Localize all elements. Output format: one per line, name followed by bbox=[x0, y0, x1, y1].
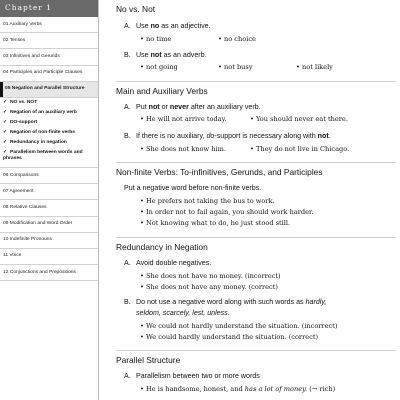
example-bullet: • We could not hardly understand the situation. (incorrect) bbox=[140, 322, 337, 330]
example-bullet: • He is handsome, honest, and has a lot of money. (→ rich) bbox=[140, 385, 336, 393]
nav-item-relative-clauses[interactable]: 08 Relative Clauses bbox=[0, 200, 98, 216]
example-bullet: • no time bbox=[140, 35, 171, 43]
nav-subitem-redundancy[interactable] bbox=[0, 138, 98, 148]
section-divider bbox=[116, 81, 396, 82]
nav-item-auxiliary-verbs[interactable]: 01 Auxiliary Verbs bbox=[0, 17, 98, 33]
example-bullet: • She does not have any money. (correct) bbox=[140, 283, 278, 291]
nav-subitem-parallelism[interactable] bbox=[0, 148, 98, 168]
rule-b-text: Use not as an adverb. bbox=[136, 51, 207, 59]
nav-subitem-label: Negation of non-finite verbs bbox=[10, 129, 75, 135]
rule-b-label: B. bbox=[124, 132, 131, 140]
check-icon: ✓ bbox=[3, 119, 8, 125]
section-title-no-vs-not: No vs. Not bbox=[116, 4, 156, 14]
rule-b-text: Do not use a negative word along with such words as hardly, bbox=[136, 298, 327, 306]
rule-a-label: A. bbox=[124, 103, 131, 111]
example-bullet: • In order not to fail again, you should work harder. bbox=[140, 208, 314, 216]
nav-subitem-do-support[interactable] bbox=[0, 118, 98, 128]
example-bullet: • not going bbox=[140, 63, 178, 71]
rule-a-label: A. bbox=[124, 22, 131, 30]
rule-b-label: B. bbox=[124, 51, 131, 59]
check-icon: ✓ bbox=[3, 149, 8, 155]
example-bullet: • She does not have no money. (incorrect) bbox=[140, 272, 281, 280]
rule-b-label: B. bbox=[124, 298, 131, 306]
example-bullet: • They do not live in Chicago. bbox=[250, 145, 349, 153]
nav-item-indefinite-pronouns[interactable]: 10 Indefinite Pronouns bbox=[0, 233, 98, 249]
nav-subitem-label: Redundancy in negation bbox=[10, 139, 67, 145]
section-divider bbox=[116, 350, 396, 351]
nav-item-comparisons[interactable]: 06 Comparisons bbox=[0, 168, 98, 184]
example-bullet: • no choice bbox=[218, 35, 256, 43]
rule-a-text: Use no as an adjective. bbox=[136, 22, 211, 30]
section-title-aux-verbs: Main and Auxiliary Verbs bbox=[116, 86, 208, 96]
chapter-header: Chapter 1 bbox=[0, 0, 98, 17]
nav-subitem-label: NO vs. NOT bbox=[10, 99, 38, 105]
section-divider bbox=[116, 237, 396, 238]
nav-item-tenses[interactable]: 02 Tenses bbox=[0, 33, 98, 49]
example-bullet: • He will not arrive today. bbox=[140, 115, 227, 123]
example-bullet: • You should never eat there. bbox=[250, 115, 348, 123]
section-title-redundancy: Redundancy in Negation bbox=[116, 242, 208, 252]
check-icon: ✓ bbox=[3, 139, 8, 145]
nav-subitem-label: Negation of an auxiliary verb bbox=[10, 109, 77, 115]
nav-subitem-no-vs-not[interactable] bbox=[0, 98, 98, 108]
rule-a-label: A. bbox=[124, 259, 131, 267]
example-bullet: • We could hardly understand the situation. (correct) bbox=[140, 333, 318, 341]
rule-a-text: Put not or never after an auxiliary verb. bbox=[136, 103, 261, 111]
nav-item-agreement[interactable]: 07 Agreement bbox=[0, 184, 98, 200]
nav-item-modification-word-order[interactable]: 09 Modification and Word Order bbox=[0, 217, 98, 233]
rule-a-text: Parallelism between two or more words bbox=[136, 372, 260, 380]
section-divider bbox=[116, 162, 396, 163]
nav-subitem-negation-auxiliary[interactable] bbox=[0, 108, 98, 118]
example-bullet: • He prefers not taking the bus to work. bbox=[140, 197, 275, 205]
check-icon: ✓ bbox=[3, 99, 8, 105]
lesson-content bbox=[106, 0, 396, 400]
example-bullet: • Not knowing what to do, he just stood still. bbox=[140, 219, 290, 227]
rule-a-text: Avoid double negatives. bbox=[136, 259, 212, 267]
example-bullet: • not likely bbox=[296, 63, 333, 71]
nav-item-participles[interactable]: 04 Participles and Participle Clauses bbox=[0, 66, 98, 82]
section-title-non-finite: Non-finite Verbs: To-infinitives, Gerunds, and Participles bbox=[116, 167, 323, 177]
section-title-parallel: Parallel Structure bbox=[116, 355, 181, 365]
chapter-sidebar bbox=[0, 0, 99, 400]
nav-item-conjunctions-prepositions[interactable]: 12 Conjunctions and Prepositions bbox=[0, 265, 98, 281]
check-icon: ✓ bbox=[3, 109, 8, 115]
nav-item-voice[interactable]: 11 Voice bbox=[0, 249, 98, 265]
chapter-nav bbox=[0, 17, 98, 281]
nav-subitem-negation-nonfinite[interactable] bbox=[0, 128, 98, 138]
rule-intro-text: Put a negative word before non-finite verbs. bbox=[124, 184, 262, 192]
nav-item-negation-parallel[interactable]: 05 Negation and Parallel Structure bbox=[0, 82, 98, 98]
nav-item-infinitives-gerunds[interactable]: 03 Infinitives and Gerunds bbox=[0, 49, 98, 65]
check-icon: ✓ bbox=[3, 129, 8, 135]
rule-b-text: If there is no auxiliary, do-support is necessary along with not. bbox=[136, 132, 331, 140]
nav-subitem-label: Parallelism between words and phrases bbox=[3, 149, 83, 161]
rule-a-label: A. bbox=[124, 372, 131, 380]
nav-subitem-label: DO-support bbox=[10, 119, 38, 125]
example-bullet: • not busy bbox=[218, 63, 253, 71]
rule-b-text-continued: seldom, scarcely, lest, unless. bbox=[136, 309, 230, 317]
example-bullet: • She does not know him. bbox=[140, 145, 226, 153]
